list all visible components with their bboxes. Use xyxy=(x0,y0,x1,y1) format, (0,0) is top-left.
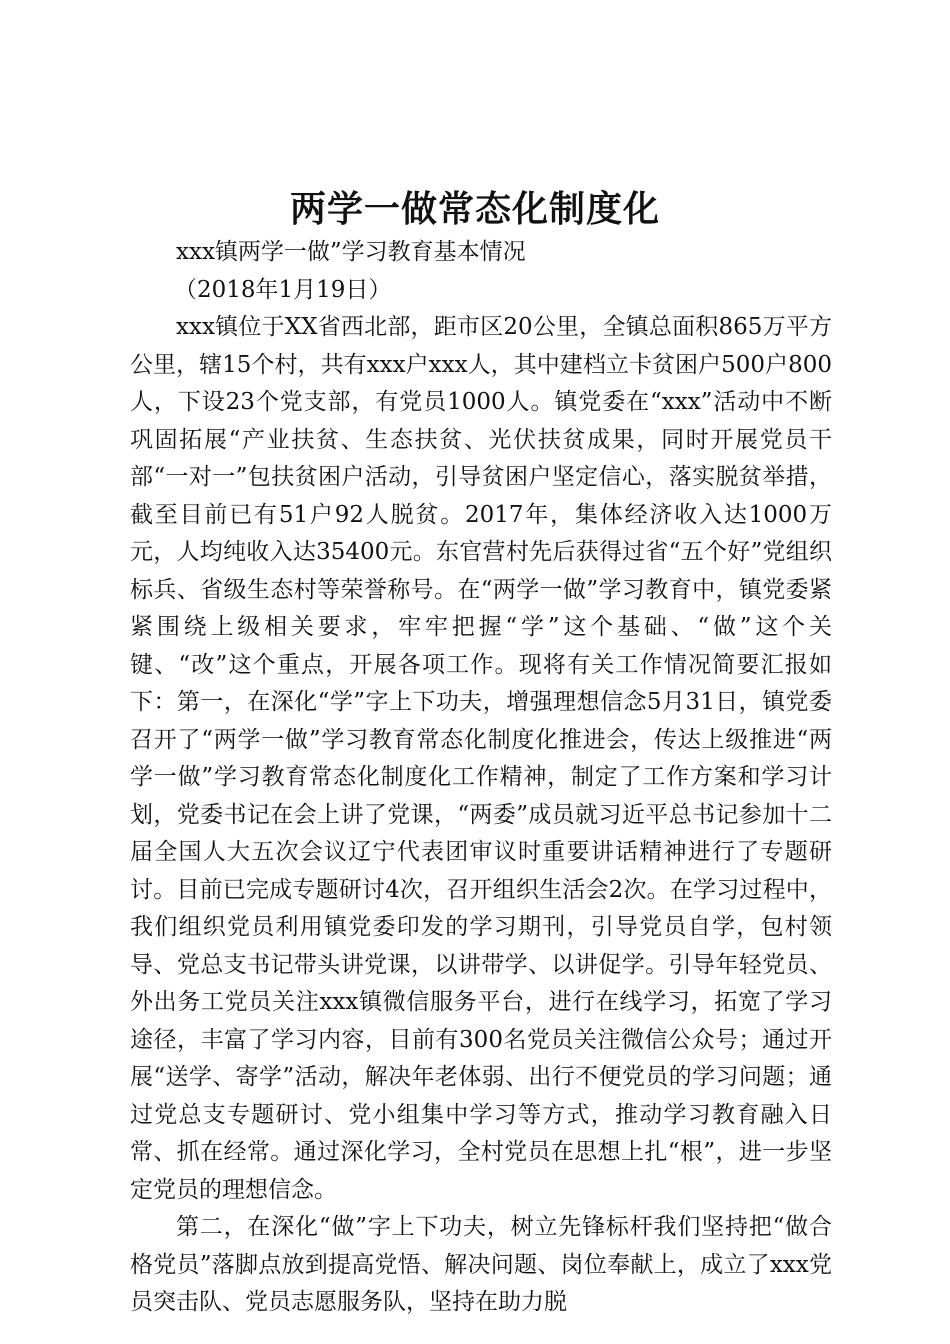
document-subtitle: xxx镇两学一做”学习教育基本情况 xyxy=(176,239,526,265)
body-paragraph-1: xxx镇位于XX省西北部，距市区20公里，全镇总面积865万平方公里，辖15个村，共有xxx户xxx人，其中建档立卡贫困户500户800人，下设23个党支部，有党员1000人。镇党委在“xxx”活动中不断巩固拓展“产业扶贫、生态扶贫、光伏扶贫成果，同时开展党员干部“一对一”包扶贫困户活动，引导贫困户坚定信心，落实脱贫举措，截至目前已有51户92人脱贫。2017年，集体经济收入达1000万元，人均纯收入达35400元。东官营村先后获得过省“五个好”党组织标兵、省级生态村等荣誉称号。在“两学一做”学习教育中，镇党委紧紧围绕上级相关要求，牢牢把握“学”这个基础、“做”这个关键、“改”这个重点，开展各项工作。现将有关工作情况简要汇报如下：第一，在深化“学”字上下功夫，增强理想信念5月31日，镇党委召开了“两学一做”学习教育常态化制度化推进会，传达上级推进“两学一做”学习教育常态化制度化工作精神，制定了工作方案和学习计划，党委书记在会上讲了党课，“两委”成员就习近平总书记参加十二届全国人大五次会议辽宁代表团审议时重要讲话精神进行了专题研讨。目前已完成专题研讨4次，召开组织生活会2次。在学习过程中，我们组织党员利用镇党委印发的学习期刊，引导党员自学，包村领导、党总支书记带头讲党课，以讲带学、以讲促学。引导年轻党员、外出务工党员关注xxx镇微信服务平台，进行在线学习，拓宽了学习途径，丰富了学习内容，目前有300名党员关注微信公众号；通过开展“送学、寄学”活动，解决年老体弱、出行不便党员的学习问题；通过党总支专题研讨、党小组集中学习等方式，推动学习教育融入日常、抓在经常。通过深化学习，全村党员在思想上扎“根”，进一步坚定党员的理想信念。 xyxy=(130,314,832,1203)
body-paragraph-2: 第二，在深化“做”字上下功夫，树立先锋标杆我们坚持把“做合格党员”落脚点放到提高党悟、解决问题、岗位奉献上，成立了xxx党员突击队、党员志愿服务队，坚持在助力脱 xyxy=(130,1214,832,1315)
document-date: （2018年1月19日） xyxy=(174,276,392,303)
document-title: 两学一做常态化制度化 xyxy=(289,188,660,230)
document-body xyxy=(130,234,832,1322)
